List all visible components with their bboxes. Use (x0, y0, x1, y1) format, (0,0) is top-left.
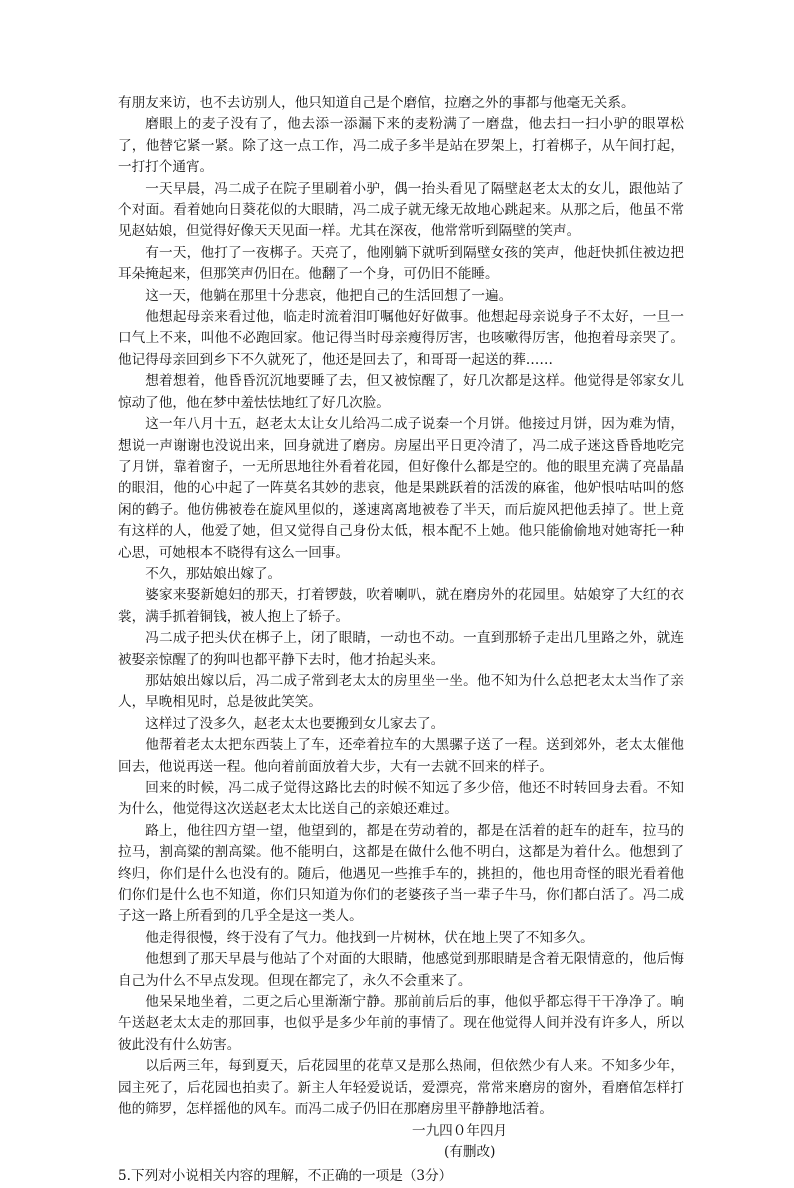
paragraph: 有朋友来访，也不去访别人，他只知道自己是个磨倌，拉磨之外的事都与他毫无关系。 (118, 95, 635, 111)
paragraph: 有一天，他打了一夜梆子。天亮了，他刚躺下就听到隔壁女孩的笑声，他赶快抓住被边把耳朵掩起来，但那笑声仍旧在。他翻了一个身，可仍旧不能睡。 (118, 244, 684, 283)
document-body (118, 93, 684, 1188)
paragraph: 路上，他往四方望一望，他望到的，都是在劳动着的，都是在活着的赶车的赶车，拉马的拉马，割高粱的割高粱。他不能明白，这都是在做什么他不明白，这都是为着什么。他想到了终归，你们是什么也没有的。随后，他遇见一些推手车的，挑担的，他也用奇怪的眼光看着他们你们是什么也不知道，你们只知道为你们的老婆孩子当一辈子牛马，你们都白活了。冯二成子这一路上所看到的几乎全是这一类人。 (118, 822, 684, 925)
paragraph: 回来的时候，冯二成子觉得这路比去的时候不知远了多少倍，他还不时转回身去看。不知为什么，他觉得这次送赵老太太比送自己的亲娘还难过。 (118, 780, 684, 818)
paragraph: 他想到了那天早晨与他站了个对面的大眼睛，他感觉到那眼睛是含着无限情意的，他后悔自己为什么不早点发现。但现在都完了，永久不会重来了。 (118, 951, 684, 989)
paragraph: 那姑娘出嫁以后，冯二成子常到老太太的房里坐一坐。他不知为什么总把老太太当作了亲人，早晚相见时，总是彼此笑笑。 (118, 672, 684, 711)
question-line: 5.下列对小说相关内容的理解，不正确的一项是（3分） (118, 1168, 453, 1185)
paragraph: 他走得很慢，终于没有了气力。他找到一片树林，伏在地上哭了不知多久。 (145, 929, 594, 946)
paragraph: 磨眼上的麦子没有了，他去添一添漏下来的麦粉满了一磨盘，他去扫一扫小驴的眼罩松了，他替它紧一紧。除了这一点工作，冯二成子多半是站在罗架上，打着梆子，从午间打起，一打打个通宵。 (118, 116, 684, 176)
paragraph: 这一年八月十五，赵老太太让女儿给冯二成子说秦一个月饼。他接过月饼，因为难为情，想说一声谢谢也没说出来，回身就进了磨房。房屋出平日更冷清了，冯二成子迷这昏昏地吃完了月饼，靠着窗子，一无所思地往外看着花园，但好像什么都是空的。他的眼里充满了亮晶晶的眼泪，他的心中起了一阵莫名其妙的悲哀，他是果跳跃着的活泼的麻雀，他妒恨咕咕叫的悠闲的鹤子。他仿佛被卷在旋风里似的，遂速离离地被卷了半天，而后旋风把他丢掉了。世上竟有这样的人，他爱了她，但又觉得自己身份太低，根本配不上她。他只能偷偷地对她寄托一种心思，可她根本不晓得有这么一回事。 (118, 416, 684, 561)
date-line: 一九四０年四月 (412, 1122, 508, 1139)
paragraph: 不久，那姑娘出嫁了。 (145, 565, 282, 582)
paragraph: 想着想着，他昏昏沉沉地要睡了去，但又被惊醒了，好几次都是这样。他觉得是邻家女儿惊动了他，他在梦中羞怯怯地红了好几次脸。 (118, 373, 684, 411)
paragraph: 冯二成子把头伏在梆子上，闭了眼睛，一动也不动。一直到那轿子走出几里路之外，就连被娶亲惊醒了的狗叫也都平静下去时，他才抬起头来。 (118, 630, 684, 668)
paragraph: 这样过了没多久，赵老太太也要搬到女儿家去了。 (145, 715, 445, 732)
paragraph: 他帮着老太太把东西装上了车，还牵着拉车的大黑骡子送了一程。送到郊外，老太太催他回去，他说再送一程。他向着前面放着大步，大有一去就不回来的样子。 (118, 737, 684, 775)
paragraph: 婆家来娶新媳妇的那天，打着锣鼓，吹着喇叭，就在磨房外的花园里。姑娘穿了大红的衣裳，满手抓着铜钱，被人抱上了轿子。 (118, 587, 684, 625)
paragraph: 他呆呆地坐着，二更之后心里渐渐宁静。那前前后后的事，他似乎都忘得干干净净了。晌午送赵老太太走的那回事，也似乎是多少年前的事情了。现在他觉得人间并没有许多人，所以彼此没有什么妨害。 (118, 994, 684, 1053)
paragraph: 一天早晨，冯二成子在院子里刷着小驴，偶一抬头看见了隔壁赵老太太的女儿，跟他站了个对面。看着她向日葵花似的大眼睛，冯二成子就无缘无故地心跳起来。从那之后，他虽不常见赵姑娘，但觉得好像天天见面一样。尤其在深夜，他常常听到隔壁的笑声。 (118, 180, 684, 240)
source-note: (有删改) (444, 1143, 496, 1160)
paragraph: 他想起母亲来看过他，临走时流着泪叮嘱他好好做事。他想起母亲说身子不太好，一旦一口气上不来，叫他不必跑回家。他记得当时母亲瘦得厉害，也咳嗽得厉害，他抱着母亲哭了。他记得母亲回到乡下不久就死了，他还是回去了，和哥哥一起送的葬…… (118, 309, 684, 368)
paragraph: 这一天，他躺在那里十分悲哀，他把自己的生活回想了一遍。 (145, 287, 513, 304)
paragraph: 以后两三年，每到夏天，后花园里的花草又是那么热闹，但依然少有人来。不知多少年，园主死了，后花园也拍卖了。新主人年轻爱说话，爱漂亮，常常来磨房的窗外，看磨倌怎样打他的筛罗，怎样摇他的风车。而冯二成子仍旧在那磨房里平静静地活着。 (118, 1058, 684, 1118)
